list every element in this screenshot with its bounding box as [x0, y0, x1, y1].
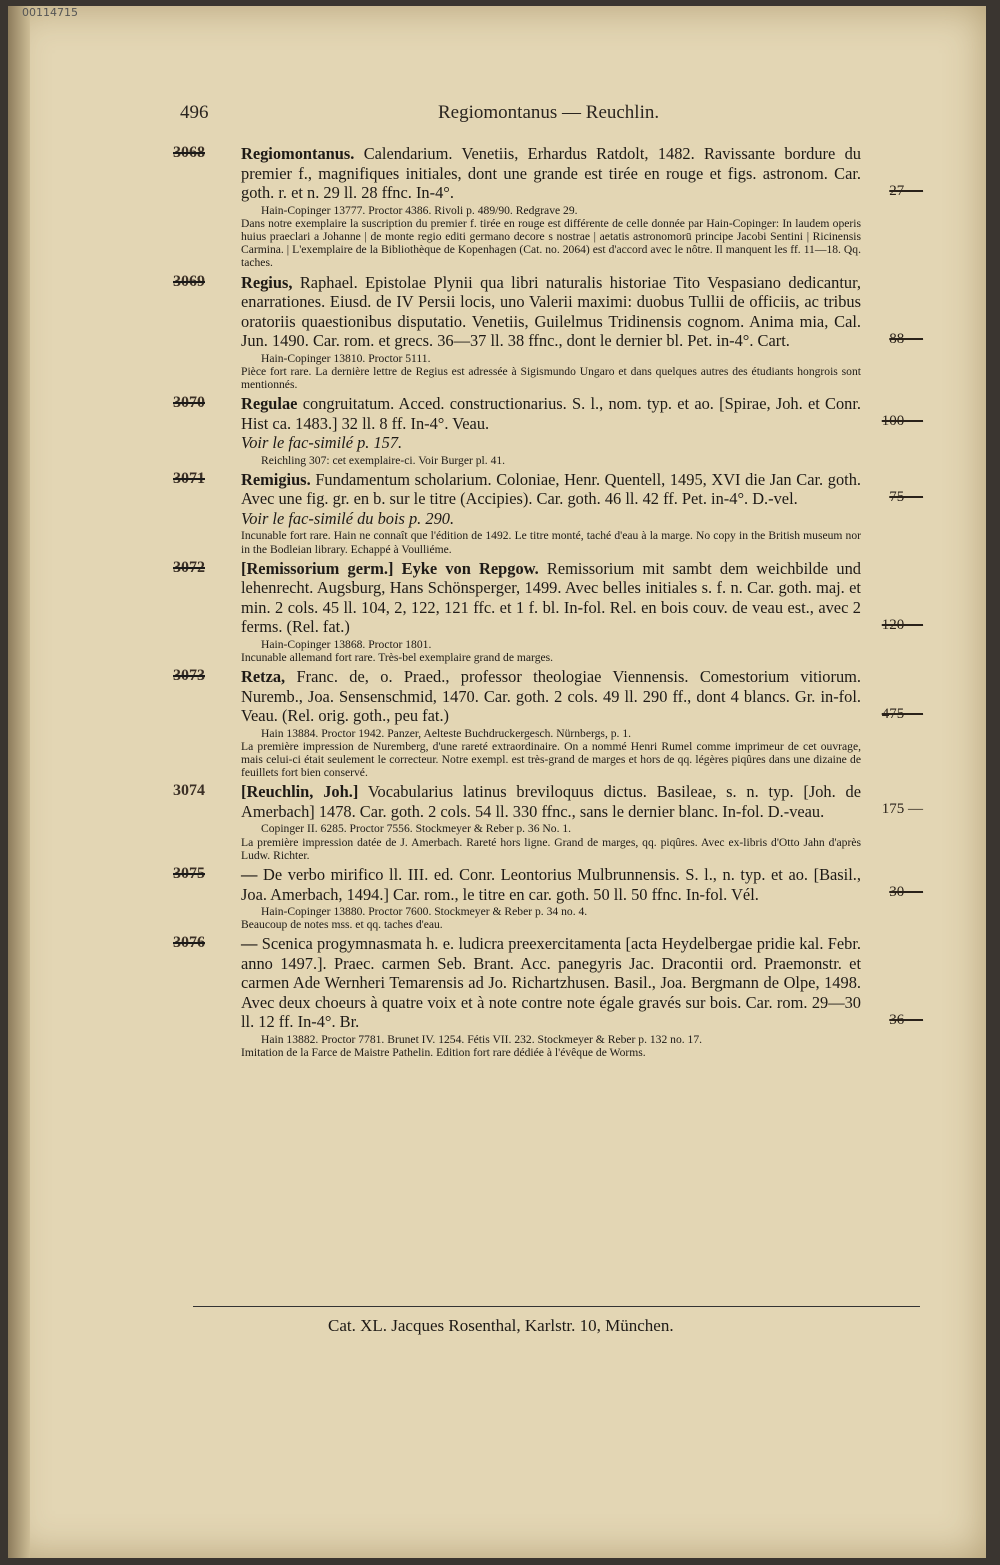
lot-number: 3075	[173, 865, 205, 883]
lot-number: 3073	[173, 667, 205, 685]
entry-description	[193, 934, 861, 1032]
page-number: 496	[180, 102, 209, 123]
note-text: La première impression datée de J. Amerbach. Rareté hors ligne. Grand de marges, qq. piqûres. Avec ex-libris d'Otto Jahn d'après Ludw. Richter.	[241, 835, 861, 862]
note-text: Beaucoup de notes mss. et qq. taches d'eau.	[241, 918, 443, 932]
entry-description	[193, 559, 861, 637]
entry-heading: Remigius.	[241, 469, 311, 489]
running-header	[8, 102, 986, 126]
footer-imprint: Cat. XL. Jacques Rosenthal, Karlstr. 10, München.	[328, 1316, 674, 1335]
entry-list	[173, 144, 923, 1062]
catalog-entry	[173, 558, 923, 664]
entry-text: Calendarium. Venetiis, Erhardus Ratdolt, 1482. Ravissante bordure du premier f., magnifiques initiales, dont une grande est tirée en rouge et figs. astronom. Car. goth. r. et n. 29 ll. 28 ffnc. In-4°.	[241, 144, 861, 202]
bibliographic-references: Hain-Copinger 13868. Proctor 1801.	[261, 637, 432, 651]
bibliographic-references: Hain-Copinger 13777. Proctor 4386. Rivoli p. 489/90. Redgrave 29.	[261, 203, 578, 217]
entry-heading: Regulae	[241, 394, 298, 414]
price: 175 —	[881, 801, 923, 818]
entry-text: De verbo mirifico ll. III. ed. Conr. Leontorius Mulbrunnensis. S. l., n. typ. et ao. [Basil., Joa. Amerbach, 1494.] Car. rom., le titre en car. goth. 50 ll. 50 ffnc. In-fol. Vél.	[241, 865, 861, 904]
entry-note	[193, 638, 861, 664]
entry-note	[193, 454, 861, 467]
bibliographic-references: Hain 13884. Proctor 1942. Panzer, Aelteste Buchdruckergesch. Nürnbergs, p. 1.	[261, 726, 632, 740]
price: 88 —	[889, 330, 923, 347]
catalog-entry	[173, 865, 923, 932]
entry-text: Raphael. Epistolae Plynii qua libri naturalis historiae Tito Vespasiano dedicantur, enarrationes. Eiusd. de IV Persii locis, uno Valerii maximi: duobus Tullii de officiis, ac tribus oratoriis quaestionibus disputatio. Venetiis, Guilelmus Tridinensis cognom. Anima mia, Cal. Jun. 1490. Car. rom. et grecs. 36—37 ll. 38 ffnc., dont le dernier bl. Pet. in-4°. Cart.	[241, 272, 861, 351]
price: 30 —	[889, 884, 923, 901]
entry-heading: Retza,	[241, 667, 286, 687]
entry-heading: [Reuchlin, Joh.]	[241, 782, 359, 802]
bibliographic-references: Hain 13882. Proctor 7781. Brunet IV. 1254. Fétis VII. 232. Stockmeyer & Reber p. 132 no. 17.	[261, 1032, 703, 1046]
book-spine	[8, 6, 30, 1558]
catalog-entry	[173, 469, 923, 556]
entry-text: Franc. de, o. Praed., professor theologiae Viennensis. Comestorium vitiorum. Nuremb., Joa. Sensenschmid, 1470. Car. goth. 2 cols. 49 ll. 290 ff., dont 4 blancs. Gr. in-fol. Veau. (Rel. orig. goth., peu fat.)	[241, 667, 861, 726]
lot-number: 3070	[173, 394, 205, 412]
entry-description	[193, 667, 861, 726]
price: 36 —	[889, 1012, 923, 1029]
entry-note	[193, 1033, 861, 1059]
entry-description	[193, 782, 861, 821]
catalog-entry	[173, 394, 923, 467]
catalog-entry	[173, 272, 923, 392]
entry-heading: [Remissorium germ.] Eyke von Repgow.	[241, 558, 539, 578]
entry-note	[193, 352, 861, 392]
entry-text: Scenica progymnasmata h. e. ludicra preexercitamenta [acta Heydelbergae pridie kal. Febr. anno 1497.]. Praec. carmen Seb. Brant. Acc. panegyris Jac. Dracontii ord. Praemonstr. et carmen Ade Wernheri Temarensis ad Jo. Richartzhusen. Basil., Joa. Bergmann de Olpe, 1498. Avec deux choeurs à quatre voix et à note contre note égale gravés sur bois. Car. rom. 29—30 ll. 12 ff. In-4°. Br.	[241, 934, 861, 1032]
entry-note	[193, 905, 861, 931]
entry-heading: —	[241, 865, 258, 885]
lot-number: 3068	[173, 144, 205, 161]
bibliographic-references: Hain-Copinger 13880. Proctor 7600. Stockmeyer & Reber p. 34 no. 4.	[261, 905, 588, 919]
entry-description	[193, 144, 861, 203]
entry-note	[193, 822, 861, 862]
footer-rule	[193, 1306, 920, 1307]
price: 75 —	[889, 488, 923, 505]
note-text: Imitation de la Farce de Maistre Pathelin. Edition fort rare dédiée à l'évêque de Worms.	[241, 1046, 646, 1060]
entry-note	[193, 727, 861, 780]
entry-heading: Regius,	[241, 272, 293, 292]
bibliographic-references: Hain-Copinger 13810. Proctor 5111.	[261, 351, 431, 365]
note-text: Incunable fort rare. Hain ne connaît que l'édition de 1492. Le titre monté, taché d'eau à la marge. No copy in the British museum nor in the Bodleian library. Echappé à Voulliéme.	[241, 529, 861, 556]
lot-number: 3072	[173, 558, 205, 576]
archive-mark: 00114715	[22, 6, 78, 19]
bibliographic-references: Reichling 307: cet exemplaire-ci. Voir Burger pl. 41.	[261, 453, 506, 467]
entry-description	[193, 273, 861, 351]
entry-text: Fundamentum scholarium. Coloniae, Henr. Quentell, 1495, XVI die Jan Car. goth. Avec une fig. gr. en b. sur le titre (Accipies). Car. goth. 46 ll. 42 ff. Pet. in-4°. D.-vel.	[241, 469, 861, 509]
facsimile-reference: Voir le fac-similé du bois p. 290.	[241, 508, 455, 528]
entry-heading: Regiomontanus.	[241, 144, 355, 163]
entry-text: Vocabularius latinus breviloquus dictus. Basileae, s. n. typ. [Joh. de Amerbach] 1478. Car. goth. 2 cols. 54 ll. 330 ffnc., sans le dernier blanc. In-fol. D.-veau.	[241, 782, 861, 821]
catalog-page	[8, 6, 986, 1558]
note-text: Incunable allemand fort rare. Très-bel exemplaire grand de marges.	[241, 650, 554, 664]
catalog-entry	[173, 934, 923, 1060]
entry-description	[193, 394, 861, 433]
note-text: Dans notre exemplaire la suscription du premier f. tirée en rouge est différente de celle donnée par Hain-Copinger: In laudem operis huius praeclari a Johanne | de monte regio editi germano decore s nostrae | aetatis astronomorū principe Jacobi Sentini | Ricinensis Carmina. | L'exemplaire de la Bibliothèque de Kopenhagen (Cat. no. 2064) est d'accord avec le nôtre. Il manquent les ff. 11—18. Qq. taches.	[241, 216, 861, 270]
entry-note	[193, 204, 861, 270]
lot-number: 3071	[173, 469, 205, 487]
catalog-entry	[173, 667, 923, 780]
price: 100 —	[881, 413, 923, 430]
entry-heading: —	[241, 934, 258, 954]
lot-number: 3069	[173, 272, 205, 290]
lot-number: 3076	[173, 934, 205, 952]
facsimile-reference: Voir le fac-similé p. 157.	[241, 433, 403, 453]
running-title: Regiomontanus — Reuchlin.	[438, 102, 660, 123]
entry-note	[193, 529, 861, 555]
price: 475 —	[881, 706, 923, 723]
catalog-entry	[173, 144, 923, 270]
note-text: Pièce fort rare. La dernière lettre de Regius est adressée à Sigismundo Ungaro et dans quelques autres des étudiants hongrois sont mentionnés.	[241, 364, 861, 391]
price: 27 —	[889, 183, 923, 199]
entry-description	[193, 470, 861, 509]
entry-text: congruitatum. Acced. constructionarius. S. l., nom. typ. et ao. [Spirae, Joh. et Conr. Hist ca. 1483.] 32 ll. 8 ff. In-4°. Veau.	[241, 394, 862, 433]
price: 120 —	[881, 616, 923, 633]
bibliographic-references: Copinger II. 6285. Proctor 7556. Stockmeyer & Reber p. 36 No. 1.	[261, 822, 572, 836]
entry-description	[193, 865, 861, 904]
entry-text: Remissorium mit sambt dem weichbilde und lehenrecht. Augsburg, Hans Schönsperger, 1499. Avec belles initiales s. f. n. Car. goth. maj. et min. 2 cols. 45 ll. 104, 2, 122, 121 ffc. et 1 f. bl. In-fol. Rel. en bois couv. de veau est., avec 2 ferms. (Rel. fat.)	[241, 558, 861, 637]
catalog-entry	[173, 782, 923, 862]
lot-number: 3074	[173, 782, 205, 800]
note-text: La première impression de Nuremberg, d'une rareté extraordinaire. On a nommé Henri Rumel comme imprimeur de cet ouvrage, mais celui-ci était seulement le correcteur. Notre exempl. est très-grand de marges et hors de qq. légères piqûres dans une dizaine de feuillets fort bien conservé.	[241, 739, 861, 780]
